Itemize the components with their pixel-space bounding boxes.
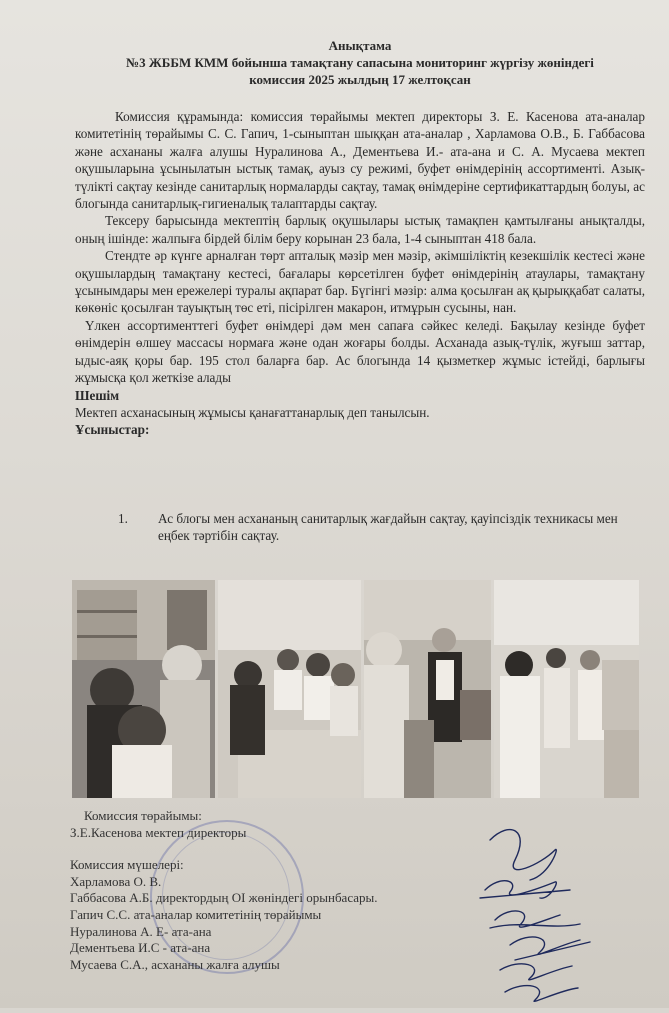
body-text xyxy=(75,108,645,439)
chair-name: З.Е.Касенова мектеп директоры xyxy=(70,824,247,840)
signature-block xyxy=(70,808,490,973)
signature-6 xyxy=(505,986,578,1002)
paragraph-buffet: Үлкен ассортименттегі буфет өнімдері дәм мен сапаға сәйкес келеді. Бақылау кезінде буфет өнімдерін өлшеу массасы нормаға және одан жоғары болды. Асханада азық-түлік, жуғыш заттар, ыдыс-аяқ қоры бар. 195 стол баларға бар. Ас блогында 14 қызметкер жұмыс істейді, барлығы жұмысқа қол жеткізе алады xyxy=(75,317,645,386)
member-musaeva: Мусаева С.А., асхананы жалға алушы xyxy=(70,956,280,972)
recommendation-number: 1. xyxy=(118,511,128,526)
member-gapich: Гапич С.С. ата-аналар комитетінің төрайымы xyxy=(70,906,322,922)
photo-buffet-counter xyxy=(494,580,639,798)
decision-text: Мектеп асханасының жұмысы қанағаттанарлық деп танылсын. xyxy=(75,404,430,420)
paragraph-menu: Стендте әр күнге арналған төрт апталық мәзір мен мәзір, әкімшіліктің кезекшілік кестесі және оқушылардың тамақтану кестесі, бағалары көрсетілген буфет өнімдерінің атаулары, тамақтану ұсынымдары мен ережелері туралы ақпарат бар. Бүгінгі мәзір: алма қосылған ақ қырыққабат салаты, көкөніс қосылған тауықтың төс еті, пісірілген макарон, итмұрын сусыны, нан. xyxy=(75,248,645,316)
member-dementyeva: Дементьева И.С - ата-ана xyxy=(70,940,211,956)
handwritten-signatures xyxy=(460,820,660,1010)
chair-title: Комиссия төрайымы: xyxy=(84,808,202,823)
recommendation-text: Ас блогы мен асхананың санитарлық жағдайын сақтау, қауіпсіздік техникасы мен еңбек тәртібін сақтау. xyxy=(158,511,618,544)
photo-strip xyxy=(72,580,639,798)
member-nuralinova: Нуралинова А. Е- ата-ана xyxy=(70,923,212,939)
signature-1 xyxy=(490,830,556,880)
photo-meeting-table xyxy=(218,580,361,798)
member-gabbasova: Габбасова А.Б. директордың ОІ жөніндегі орынбасары. xyxy=(70,890,378,906)
document-subtitle-line1: №3 ЖББМ КММ бойынша тамақтану сапасына мониторинг жүргізу жөніндегі xyxy=(126,55,594,70)
members-title: Комиссия мүшелері: xyxy=(70,857,184,873)
recommendations-heading: Ұсыныстар: xyxy=(75,422,150,438)
paragraph-commission: Комиссия құрамында: комиссия төрайымы мектеп директоры З. Е. Касенова ата-аналар комитетінің төрайымы С. С. Гапич, 1-сыныптан шыққан ата-аналар , Харламова О.В., Б. Габбасова және асхананы жалға алушы Нуралинова А., Дементьева И.- ата-ана и С. А. Мусаева мектеп оқушыларына ұсынылатын ыстық тамақ, ауыз су режимі, буфет өнімдерінің ассортименті. Азық-түлікті сақтау кезінде санитарлық нормаларды сақтау, тамақ өнімдеріне сертификаттардың болуы, ас блогында санитарлық-гигиеналық талаптарды сақтау. xyxy=(75,109,645,212)
photo-cafeteria-shelves xyxy=(72,580,215,798)
decision-heading: Шешім xyxy=(75,387,120,403)
member-kharlamova: Харламова О. В. xyxy=(70,873,162,889)
document-subtitle-line2: комиссия 2025 жылдың 17 желтоқсан xyxy=(249,72,471,87)
signature-5 xyxy=(500,964,572,980)
document-title: Анықтама xyxy=(328,38,392,53)
signature-4 xyxy=(510,937,590,960)
paragraph-inspection: Тексеру барысында мектептің барлық оқушылары ыстық тамақпен қамтылғаны анықталды, оның ішінде: жалпыға бірдей білім беру корынан 23 бала, 1-4 сыныптан 418 бала. xyxy=(75,213,645,246)
signature-3 xyxy=(490,911,580,928)
photo-kitchen-staff xyxy=(364,580,491,798)
signature-2 xyxy=(480,881,570,898)
